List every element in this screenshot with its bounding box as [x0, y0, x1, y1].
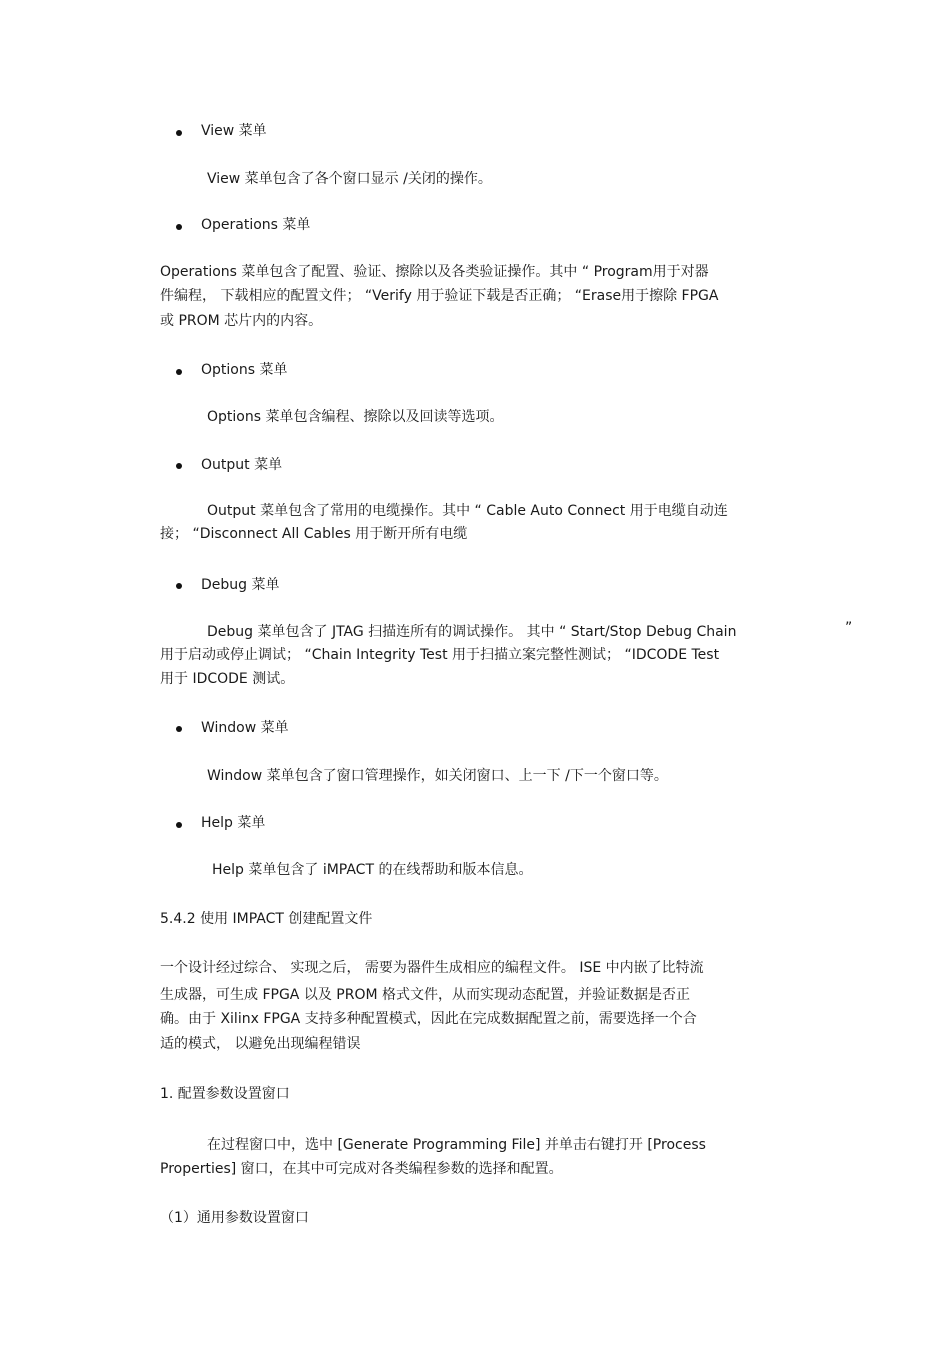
section-body-operations-line: 或 PROM 芯片内的内容。 [160, 313, 323, 329]
section-body-help: Help 菜单包含了 iMPACT 的在线帮助和版本信息。 [212, 862, 533, 878]
bullet-icon [176, 224, 182, 230]
bullet-icon [176, 130, 182, 136]
section-body-operations-line: 件编程， 下载相应的配置文件； “Verify 用于验证下载是否正确； “Erase用于擦除 FPGA [160, 288, 719, 304]
section-body-view: View 菜单包含了各个窗口显示 /关闭的操作。 [207, 171, 492, 187]
section-body-debug-line: 用于 IDCODE 测试。 [160, 671, 295, 687]
section-body-window: Window 菜单包含了窗口管理操作，如关闭窗口、上一下 /下一个窗口等。 [207, 768, 668, 784]
section-heading-output: Output 菜单 [201, 457, 283, 473]
section-body-options: Options 菜单包含编程、擦除以及回读等选项。 [207, 409, 504, 425]
subsection-title: 5.4.2 使用 IMPACT 创建配置文件 [160, 911, 373, 927]
section-heading-operations: Operations 菜单 [201, 217, 311, 233]
bullet-icon [176, 726, 182, 732]
section-heading-debug: Debug 菜单 [201, 577, 280, 593]
subsection-paragraph-line: 一个设计经过综合、 实现之后， 需要为器件生成相应的编程文件。 ISE 中内嵌了比特流 [160, 960, 704, 976]
section-body-operations-line: Operations 菜单包含了配置、验证、擦除以及各类验证操作。其中 “ Program用于对器 [160, 264, 709, 280]
item-1-body-line: 在过程窗口中，选中 [Generate Programming File] 并单击右键打开 [Process [207, 1137, 706, 1153]
section-body-debug-line: 用于启动或停止调试； “Chain Integrity Test 用于扫描立案完整性测试； “IDCODE Test [160, 647, 720, 663]
item-1-body-line: Properties] 窗口，在其中可完成对各类编程参数的选择和配置。 [160, 1161, 563, 1177]
item-1-sub-title: （1）通用参数设置窗口 [160, 1210, 309, 1226]
subsection-paragraph-line: 适的模式， 以避免出现编程错误 [160, 1036, 361, 1052]
bullet-icon [176, 463, 182, 469]
section-heading-view: View 菜单 [201, 123, 267, 139]
section-body-debug-quote: ” [845, 620, 853, 636]
bullet-icon [176, 369, 182, 375]
section-body-output-line: 接； “Disconnect All Cables 用于断开所有电缆 [160, 526, 468, 542]
bullet-icon [176, 583, 182, 589]
item-1-title: 1. 配置参数设置窗口 [160, 1086, 290, 1102]
section-heading-options: Options 菜单 [201, 362, 288, 378]
subsection-paragraph-line: 生成器，可生成 FPGA 以及 PROM 格式文件，从而实现动态配置，并验证数据是否正 [160, 987, 690, 1003]
subsection-paragraph-line: 确。由于 Xilinx FPGA 支持多种配置模式，因此在完成数据配置之前，需要选择一个合 [160, 1011, 697, 1027]
section-heading-help: Help 菜单 [201, 815, 266, 831]
section-body-output-line: Output 菜单包含了常用的电缆操作。其中 “ Cable Auto Connect 用于电缆自动连 [207, 503, 728, 519]
section-heading-window: Window 菜单 [201, 720, 289, 736]
bullet-icon [176, 822, 182, 828]
section-body-debug-line: Debug 菜单包含了 JTAG 扫描连所有的调试操作。 其中 “ Start/Stop Debug Chain [207, 624, 737, 640]
